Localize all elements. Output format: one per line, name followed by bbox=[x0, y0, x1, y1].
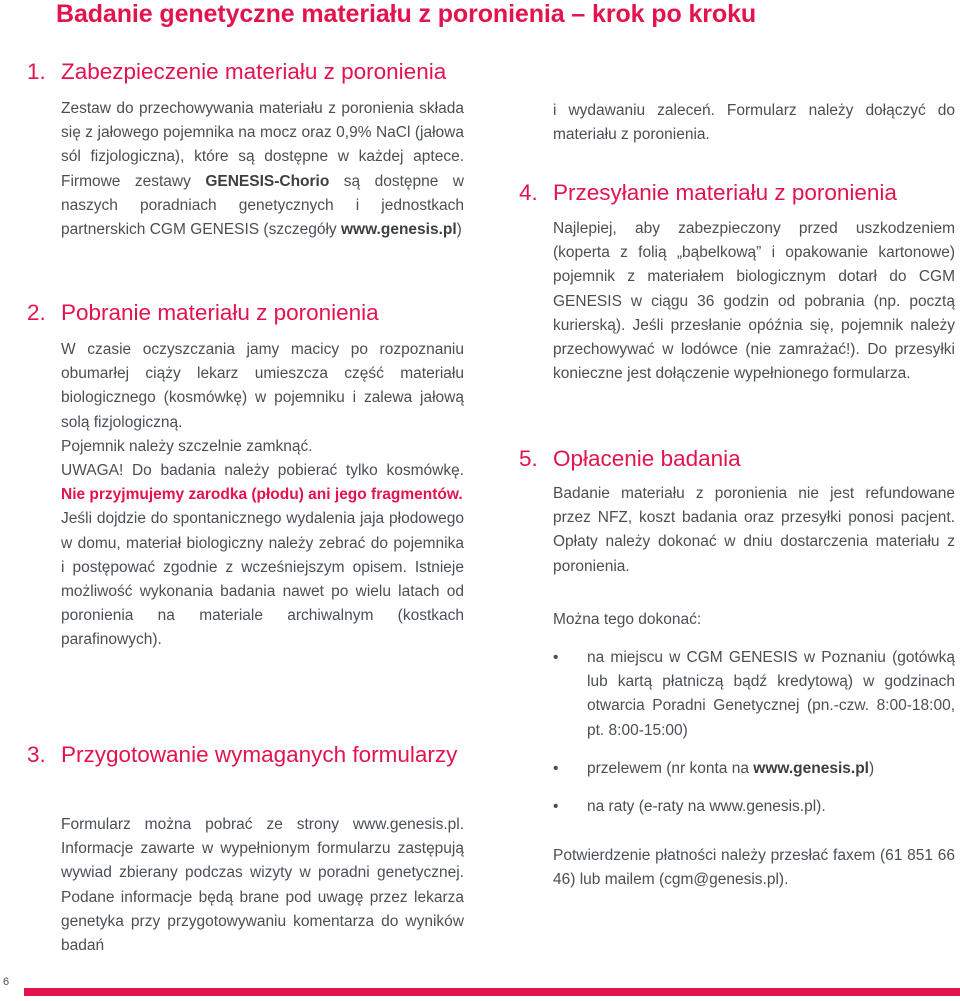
section-2-heading bbox=[27, 298, 464, 328]
section-1-title: Zabezpieczenie materiału z poronienia bbox=[61, 59, 447, 84]
warning-highlight: Nie przyjmujemy zarodka (płodu) ani jego fragmentów. bbox=[61, 486, 463, 504]
page-number: 6 bbox=[3, 976, 10, 988]
section-1-paragraph bbox=[61, 97, 464, 242]
product-name: GENESIS-Chorio bbox=[205, 172, 330, 190]
section-2-number: 2. bbox=[27, 300, 46, 325]
text-span: ) bbox=[869, 759, 875, 777]
text-span: przelewem (nr konta na bbox=[587, 759, 754, 777]
section-3 bbox=[27, 740, 464, 955]
payment-option-onsite: • na miejscu w CGM GENESIS w Poznaniu (gotówką lub kartą płatniczą bądź kredytową) w godzinach otwarcia Poradni Genetycznej (pn.-czw. 8:00-18:00, pt. 8:00-15:00) bbox=[553, 646, 955, 743]
section-3-number: 3. bbox=[27, 742, 46, 767]
section-5-number: 5. bbox=[519, 446, 538, 471]
section-2-warning bbox=[61, 459, 464, 507]
section-4-paragraph: Najlepiej, aby zabezpieczony przed uszkodzeniem (koperta z folią „bąbelkową” i opakowanie kartonowe) pojemnik z materiałem biologicznym dotarł do CGM GENESIS w ciągu 36 godzin od pobrania (np. pocztą kurierską). Jeśli przesłanie opóźnia się, pojemnik należy przechowywać w lodówce (nie zamrażać!). Do przesyłki konieczne jest dołączenie wypełnionego formularza. bbox=[553, 220, 955, 383]
section-3-continued: i wydawaniu zaleceń. Formularz należy dołączyć do materiału z poronienia. bbox=[553, 102, 955, 144]
section-2-title: Pobranie materiału z poronienia bbox=[61, 300, 379, 325]
section-4-number: 4. bbox=[519, 180, 538, 205]
website-link[interactable]: www.genesis.pl bbox=[753, 759, 869, 777]
section-5-paragraph-1: Badanie materiału z poronienia nie jest refundowane przez NFZ, koszt badania oraz przesyłki ponosi pacjent. Opłaty należy dokonać w dniu dostarczenia materiału z poronienia. bbox=[553, 485, 955, 575]
section-1 bbox=[27, 57, 465, 239]
section-1-heading bbox=[27, 57, 464, 87]
section-2-paragraph-2: Pojemnik należy szczelnie zamknąć. bbox=[61, 437, 313, 455]
section-3-heading bbox=[27, 740, 464, 770]
section-3-paragraph: Formularz można pobrać ze strony www.genesis.pl. Informacje zawarte w wypełnionym formularzu zastępują wywiad zbierany podczas wizyty w poradni genetycznej. Podane informacje będą brane pod uwagę przez lekarza genetyka przy przygotowywaniu komentarza do wyników badań bbox=[61, 816, 464, 955]
section-2 bbox=[27, 298, 464, 649]
payment-options-list bbox=[553, 646, 955, 819]
section-5-title: Opłacenie badania bbox=[553, 446, 741, 471]
text-span: Zestaw do przechowywania materiału z poronienia składa się z jałowego pojemnika na mocz oraz 0,9% NaCl (jałowa sól fizjologiczna), które są dostępne w każdej aptece. Firmowe zestawy bbox=[61, 100, 464, 190]
section-5-paragraph-2: Można tego dokonać: bbox=[553, 611, 702, 628]
section-1-number: 1. bbox=[27, 59, 46, 84]
section-5 bbox=[519, 444, 955, 889]
section-5-paragraph-3: Potwierdzenie płatności należy przesłać faxem (61 851 66 46) lub mailem (cgm@genesis.pl). bbox=[553, 847, 955, 889]
section-4-title: Przesyłanie materiału z poronienia bbox=[553, 180, 897, 205]
payment-option-transfer bbox=[553, 757, 955, 781]
payment-option-installments: • na raty (e-raty na www.genesis.pl). bbox=[553, 795, 955, 819]
text-span: ) bbox=[456, 221, 462, 239]
section-3-title: Przygotowanie wymaganych formularzy bbox=[61, 742, 458, 767]
section-2-paragraph-4: Jeśli dojdzie do spontanicznego wydalenia jaja płodowego w domu, materiał biologiczny należy zebrać do pojemnika i postępować zgodnie z wcześniejszym opisem. Istnieje możliwość wykonania badania nawet po wielu latach od poronienia na materiale archiwalnym (kostkach parafinowych). bbox=[61, 510, 464, 649]
section-4 bbox=[519, 178, 955, 383]
warning-text: UWAGA! Do badania należy pobierać tylko kosmówkę. bbox=[61, 462, 464, 480]
section-5-heading bbox=[519, 444, 955, 474]
section-2-body bbox=[61, 338, 464, 653]
section-2-paragraph-1: W czasie oczyszczania jamy macicy po rozpoznaniu obumarłej ciąży lekarz umieszcza część materiału biologicznego (kosmówkę) w pojemniku i zalewa jałową solą fizjologiczną. bbox=[61, 341, 464, 431]
website-link[interactable]: www.genesis.pl bbox=[340, 221, 457, 239]
footer-accent-line bbox=[24, 988, 960, 996]
section-4-heading bbox=[519, 178, 955, 208]
page-title: Badanie genetyczne materiału z poronienia – krok po kroku bbox=[56, 0, 757, 28]
text-span: są dostępne w naszych poradniach genetycznych i jednostkach partnerskich CGM GENESIS (szczegóły bbox=[61, 172, 465, 239]
